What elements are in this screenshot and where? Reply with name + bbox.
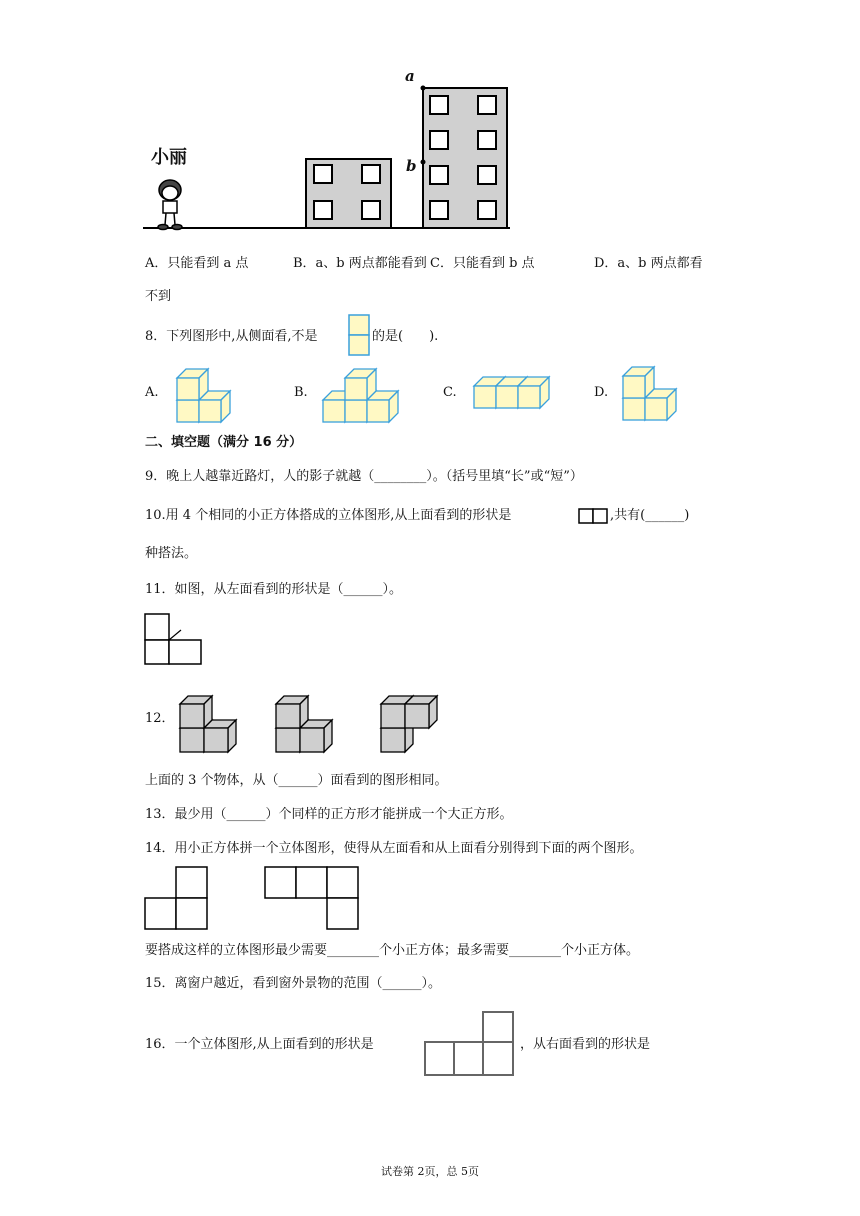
cube bbox=[276, 696, 308, 728]
q8-side-view-icon bbox=[348, 314, 372, 358]
q13-text: 13．最少用（______）个同样的正方形才能拼成一个大正方形。 bbox=[145, 807, 513, 822]
girl-figure bbox=[158, 180, 182, 230]
q8-option-b-label: B. bbox=[294, 385, 308, 400]
cube bbox=[518, 377, 549, 408]
q9-text: 9．晚上人越靠近路灯，人的影子就越（________）。（括号里填“长”或“短”） bbox=[145, 469, 583, 484]
cube bbox=[204, 720, 236, 752]
q11-figure bbox=[144, 612, 206, 668]
point-a-label: a bbox=[405, 67, 415, 85]
q10-text-line2: 种搭法。 bbox=[145, 546, 198, 561]
q8-option-c-figure bbox=[473, 370, 563, 410]
q16-top-view bbox=[424, 1011, 516, 1077]
q12-text: 上面的 3 个物体，从（______）面看到的图形相同。 bbox=[145, 773, 448, 788]
q7-option-a: A．只能看到 a 点 bbox=[145, 256, 249, 271]
point-b-dot bbox=[421, 160, 426, 165]
q16-text-pre: 16．一个立体图形,从上面看到的形状是 bbox=[145, 1037, 374, 1052]
q14-stem: 14．用小正方体拼一个立体图形，使得从左面看和从上面看分别得到下面的两个图形。 bbox=[145, 841, 643, 856]
q12-object-1 bbox=[179, 690, 251, 754]
q16-text-post: ，从右面看到的形状是 bbox=[520, 1037, 651, 1052]
q10-text-post: ,共有(______) bbox=[610, 508, 690, 523]
q12-number: 12． bbox=[145, 711, 175, 726]
q7-option-b: B．a、b 两点都能看到 bbox=[293, 256, 427, 271]
cube bbox=[177, 369, 208, 400]
q15-text: 15．离窗户越近，看到窗外景物的范围（______）。 bbox=[145, 976, 442, 991]
page-footer: 试卷第 2页，总 5页 bbox=[381, 1165, 479, 1178]
section-2-title: 二、填空题（满分 16 分） bbox=[145, 435, 303, 450]
q10-top-view-icon bbox=[578, 507, 610, 525]
q14-answer: 要搭成这样的立体图形最少需要________个小正方体；最多需要________个小正方体。 bbox=[145, 943, 640, 958]
q8-option-d-figure bbox=[622, 362, 682, 422]
q8-option-a-label: A. bbox=[145, 385, 159, 400]
q11-text: 11．如图，从左面看到的形状是（______）。 bbox=[145, 582, 403, 597]
q8-stem-pre: 8．下列图形中,从侧面看,不是 bbox=[145, 329, 318, 344]
q8-option-a-figure bbox=[176, 364, 236, 424]
q10-text-pre: 10.用 4 个相同的小正方体搭成的立体图形,从上面看到的形状是 bbox=[145, 508, 512, 523]
q7-option-c: C．只能看到 b 点 bbox=[430, 256, 535, 271]
cube bbox=[405, 696, 437, 728]
point-b-label: b bbox=[406, 157, 417, 175]
q7-option-d-cont: 不到 bbox=[145, 289, 172, 304]
cube bbox=[180, 696, 212, 728]
point-a-dot bbox=[421, 86, 426, 91]
q14-top-view bbox=[264, 866, 362, 932]
q8-option-d-label: D. bbox=[594, 385, 609, 400]
q8-stem-post: 的是( ). bbox=[372, 329, 439, 344]
cube bbox=[623, 367, 654, 398]
q7-option-d: D．a、b 两点都看 bbox=[594, 256, 703, 271]
q12-object-2 bbox=[275, 690, 347, 754]
q7-scene-figure bbox=[0, 0, 860, 240]
q14-left-view bbox=[144, 866, 210, 932]
cube bbox=[345, 369, 376, 400]
q12-object-3 bbox=[380, 684, 452, 754]
girl-label: 小丽 bbox=[151, 147, 187, 168]
cube bbox=[300, 720, 332, 752]
q8-option-b-figure bbox=[322, 364, 402, 424]
q8-option-c-label: C. bbox=[443, 385, 457, 400]
